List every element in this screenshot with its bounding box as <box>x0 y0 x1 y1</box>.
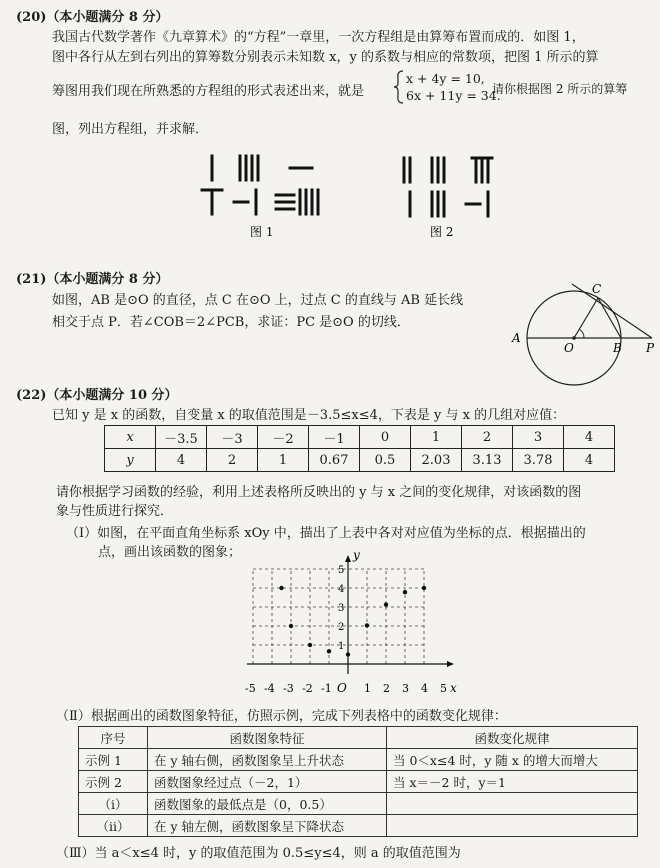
counting-rod-figures <box>190 150 510 242</box>
value-table-cell: －2 <box>258 426 309 449</box>
y-axis-label: y <box>353 548 360 562</box>
figure-2-caption: 图 2 <box>430 225 454 239</box>
rules-table-row <box>79 771 638 793</box>
value-table <box>104 425 615 472</box>
answer-cell-ii[interactable] <box>387 815 638 837</box>
data-point <box>384 602 388 606</box>
figure-2-rods <box>404 158 492 216</box>
rules-table-header-row <box>79 727 638 749</box>
value-table-cell: 4 <box>564 426 615 449</box>
x-tick-label: 5 <box>440 682 447 695</box>
x-tick-label: 1 <box>364 682 371 695</box>
q20-line1: 我国古代数学著作《九章算术》的“方程”一章里，一次方程组是由算筹布置而成的．如图 1， <box>52 30 585 45</box>
center-point <box>572 336 576 340</box>
rules-table-row <box>79 793 638 815</box>
q21-geometry-figure <box>500 276 660 386</box>
rules-header-cell: 序号 <box>79 727 148 749</box>
x-tick-label: -4 <box>264 682 275 695</box>
y-tick-label: 5 <box>338 565 345 576</box>
q20-line3-suffix: 请你根据图 2 所示的算筹 <box>492 82 628 96</box>
q20-line3-prefix: 筹图用我们现在所熟悉的方程组的形式表述出来，就是 <box>52 84 365 99</box>
figure-1-rods <box>202 156 318 214</box>
q20-line4: 图，列出方程组，并求解． <box>52 122 209 137</box>
q21-line1: 如图，AB 是⊙O 的直径，点 C 在⊙O 上，过点 C 的直线与 AB 延长线 <box>52 293 464 308</box>
value-table-cell: 2 <box>462 426 513 449</box>
rules-cell: 在 y 轴右侧，函数图象呈上升状态 <box>148 749 387 771</box>
rules-cell: 函数图象经过点（－2，1） <box>148 771 387 793</box>
value-table-cell: 3 <box>513 426 564 449</box>
rules-cell: 当 x＝－2 时，y＝1 <box>387 771 638 793</box>
q20-line2: 图中各行从左到右列出的算筹数分别表示未知数 x，y 的系数与相应的常数项，把图 1 所示的算 <box>52 50 599 65</box>
origin-label: O <box>337 681 347 695</box>
data-point <box>308 643 312 647</box>
rules-table-row <box>79 815 638 837</box>
label-a: A <box>512 331 521 345</box>
value-table-cell: 4 <box>564 449 615 472</box>
q22-part3: （Ⅲ）当 a＜x≤4 时，y 的取值范围为 0.5≤y≤4，则 a 的取值范围为 <box>56 846 461 861</box>
rules-table <box>78 726 638 837</box>
rules-header-cell: 函数变化规律 <box>387 727 638 749</box>
x-tick-label: -2 <box>302 682 313 695</box>
value-table-cell: 0.67 <box>309 449 360 472</box>
q22-intro: 已知 y 是 x 的函数，自变量 x 的取值范围是－3.5≤x≤4，下表是 y 与 x 的几组对应值： <box>52 408 566 423</box>
value-table-cell: －1 <box>309 426 360 449</box>
q20-eq2: 6x + 11y = 34. <box>406 88 501 103</box>
answer-cell-i[interactable] <box>387 793 638 815</box>
q22-part2: （Ⅱ）根据画出的函数图象特征，仿照示例，完成下列表格中的函数变化规律： <box>56 709 507 724</box>
rules-cell: 当 0＜x≤4 时，y 随 x 的增大而增大 <box>387 749 638 771</box>
label-b: B <box>613 341 622 355</box>
y-tick-label: 4 <box>338 584 345 595</box>
x-axis-label: x <box>450 681 457 695</box>
q22-para2: 象与性质进行探究． <box>56 504 174 519</box>
data-point <box>279 586 283 590</box>
data-point <box>289 624 293 628</box>
q22-part1-b: 点，画出该函数的图象； <box>98 545 242 560</box>
value-table-cell: 4 <box>156 449 207 472</box>
rules-cell: （ⅰ） <box>79 793 148 815</box>
value-table-row-y <box>105 449 615 472</box>
x-axis-arrow-icon <box>447 661 454 667</box>
rules-cell: 示例 1 <box>79 749 148 771</box>
q20-eq1: x + 4y = 10, <box>406 71 485 86</box>
rules-cell: 函数图象的最低点是（0，0.5） <box>148 793 387 815</box>
rules-table-row <box>79 749 638 771</box>
q22-para1: 请你根据学习函数的经验，利用上述表格所反映出的 y 与 x 之间的变化规律，对该函数的图 <box>56 485 582 500</box>
y-axis-arrow-icon <box>345 555 351 562</box>
label-p: P <box>646 341 655 355</box>
rules-cell: （ⅱ） <box>79 815 148 837</box>
data-point <box>365 623 369 627</box>
q22-part1-a: （Ⅰ）如图，在平面直角坐标系 xOy 中，描出了上表中各对对应值为坐标的点．根据描出的 <box>66 526 586 541</box>
y-tick-label: 3 <box>338 603 345 614</box>
value-table-row-x <box>105 426 615 449</box>
label-c: C <box>592 282 602 296</box>
data-point <box>327 649 331 653</box>
data-point <box>346 652 350 656</box>
value-table-cell: －3 <box>207 426 258 449</box>
data-point <box>422 586 426 590</box>
value-table-cell: 2.03 <box>411 449 462 472</box>
data-point <box>403 590 407 594</box>
coordinate-plane <box>238 548 478 702</box>
figure-1-caption: 图 1 <box>250 225 274 239</box>
segment-oc <box>574 298 598 338</box>
rules-cell: 在 y 轴左侧，函数图象呈下降状态 <box>148 815 387 837</box>
rules-header-cell: 函数图象特征 <box>148 727 387 749</box>
value-table-cell: 3.78 <box>513 449 564 472</box>
q21-line2: 相交于点 P．若∠COB＝2∠PCB，求证：PC 是⊙O 的切线． <box>52 315 410 330</box>
line-cp <box>572 284 652 338</box>
value-table-cell: 1 <box>258 449 309 472</box>
x-tick-label: 3 <box>402 682 409 695</box>
value-table-cell: －3.5 <box>156 426 207 449</box>
y-tick-label: 2 <box>338 622 345 633</box>
x-tick-label: -5 <box>245 682 256 695</box>
x-tick-label: -3 <box>283 682 294 695</box>
value-table-cell: 1 <box>411 426 462 449</box>
value-table-x-label: x <box>105 426 156 449</box>
angle-cob-mark <box>579 329 584 338</box>
value-table-y-label: y <box>105 449 156 472</box>
x-tick-label: 2 <box>383 682 390 695</box>
rules-cell: 示例 2 <box>79 771 148 793</box>
value-table-cell: 0.5 <box>360 449 411 472</box>
value-table-cell: 3.13 <box>462 449 513 472</box>
brace-icon <box>393 70 405 104</box>
label-o: O <box>564 341 574 355</box>
x-tick-label: 4 <box>421 682 428 695</box>
q22-header: (22)（本小题满分 10 分） <box>16 388 178 403</box>
value-table-cell: 0 <box>360 426 411 449</box>
q20-header: (20)（本小题满分 8 分） <box>16 10 169 25</box>
q21-header: (21)（本小题满分 8 分） <box>16 272 169 287</box>
value-table-cell: 2 <box>207 449 258 472</box>
y-tick-label: 1 <box>338 641 345 652</box>
x-tick-label: -1 <box>321 682 332 695</box>
